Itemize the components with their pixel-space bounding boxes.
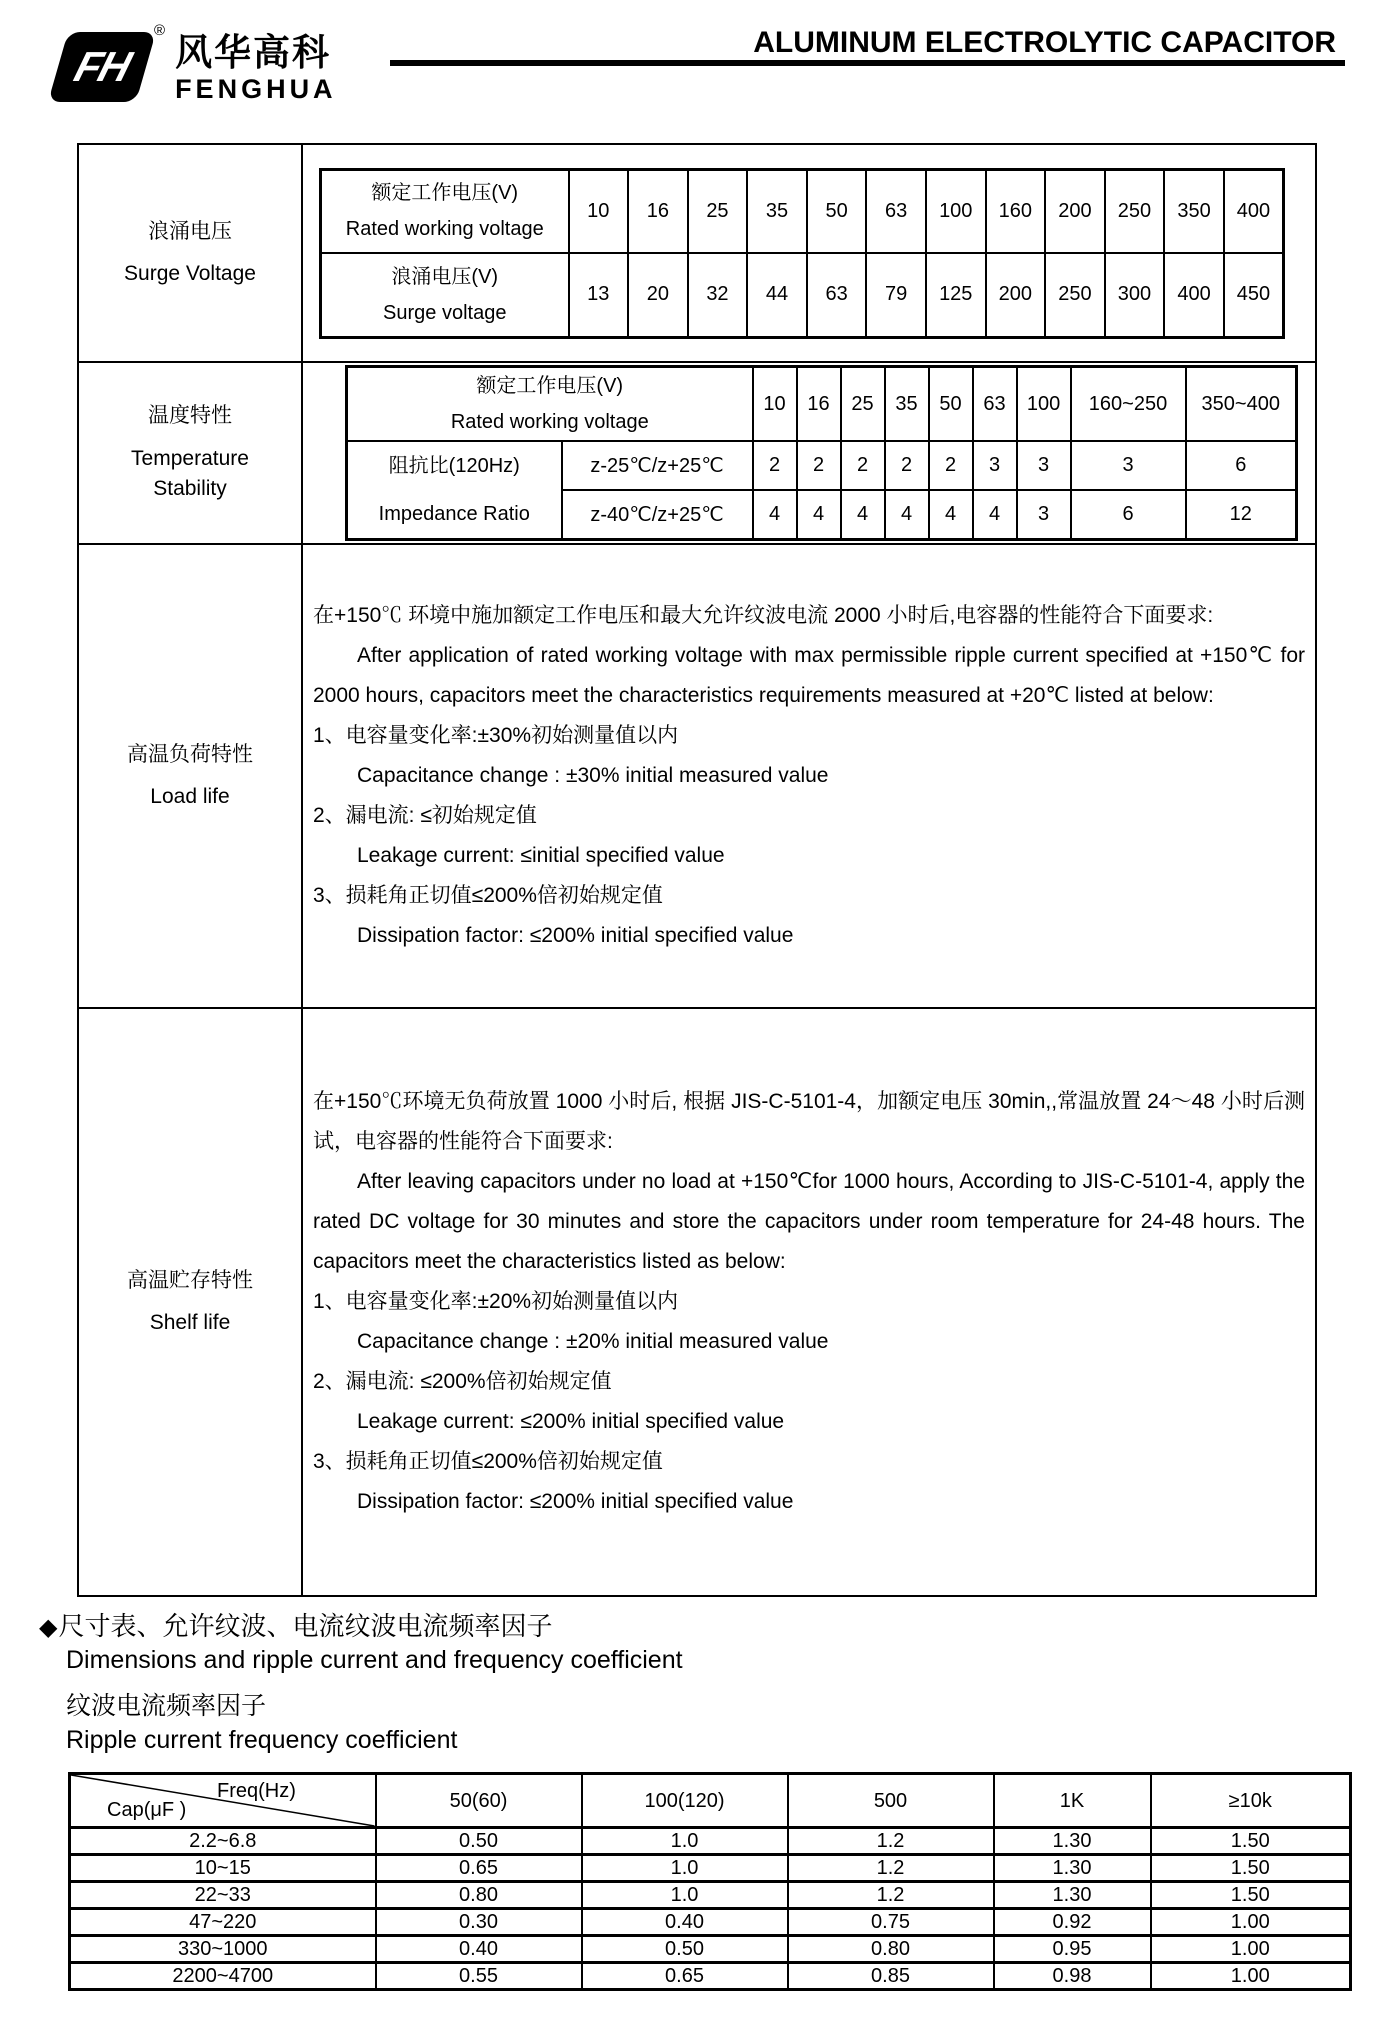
surge-voltage-value: 44 xyxy=(747,253,807,337)
load-life-item-en: Leakage current: ≤initial specified value xyxy=(357,844,725,867)
coefficient-value: 0.80 xyxy=(788,1936,994,1963)
impedance-value: 4 xyxy=(885,490,929,539)
load-life-label-cn: 高温负荷特性 xyxy=(127,742,253,766)
temp-voltage-col: 63 xyxy=(973,367,1017,442)
shelf-life-paragraph-cn: 在+150℃环境无负荷放置 1000 小时后, 根据 JIS-C-5101-4，加额定电压 30min,,常温放置 24～48 小时后测试，电容器的性能符合下面要求: xyxy=(313,1090,1305,1153)
shelf-life-label-cn: 高温贮存特性 xyxy=(127,1268,253,1292)
surge-voltage-label xyxy=(78,144,302,362)
coefficient-value: 1.30 xyxy=(994,1855,1151,1882)
temp-voltage-col: 25 xyxy=(841,367,885,442)
shelf-life-item-cn: 3、损耗角正切值≤200%倍初始规定值 xyxy=(313,1450,663,1473)
surge-voltage-value: 13 xyxy=(569,253,629,337)
rated-voltage-value: 350 xyxy=(1164,169,1224,253)
rated-voltage-value: 100 xyxy=(926,169,986,253)
rated-voltage-value: 63 xyxy=(866,169,926,253)
section-title-cn xyxy=(39,1606,683,1646)
freq-column-header: 500 xyxy=(788,1774,994,1828)
page-title: ALUMINUM ELECTROLYTIC CAPACITOR xyxy=(753,26,1336,59)
load-life-label-en: Load life xyxy=(150,785,230,808)
cap-range: 330~1000 xyxy=(70,1936,376,1963)
load-life-paragraph-cn: 在+150℃ 环境中施加额定工作电压和最大允许纹波电流 2000 小时后,电容器的性能符合下面要求: xyxy=(313,604,1214,627)
ripple-data-row xyxy=(70,1963,1351,1990)
temp-rated-voltage-header-cn: 额定工作电压(V) xyxy=(476,375,624,397)
temperature-stability-row xyxy=(78,362,1316,544)
coefficient-value: 1.2 xyxy=(788,1882,994,1909)
temp-voltage-col: 50 xyxy=(929,367,973,442)
impedance-value: 3 xyxy=(1071,441,1186,490)
coefficient-value: 0.80 xyxy=(376,1882,582,1909)
header-divider xyxy=(390,60,1345,66)
impedance-value: 2 xyxy=(841,441,885,490)
surge-voltage-value: 79 xyxy=(866,253,926,337)
logo-text xyxy=(175,32,337,103)
impedance-value: 4 xyxy=(753,490,797,539)
temp-voltage-col: 160~250 xyxy=(1071,367,1186,442)
freq-column-header: 50(60) xyxy=(376,1774,582,1828)
coefficient-value: 1.2 xyxy=(788,1828,994,1855)
coefficient-value: 1.50 xyxy=(1151,1882,1351,1909)
load-life-item-cn: 2、漏电流: ≤初始规定值 xyxy=(313,804,537,827)
cap-range: 2200~4700 xyxy=(70,1963,376,1990)
section-title-cn-text: 尺寸表、允许纹波、电流纹波电流频率因子 xyxy=(58,1611,553,1641)
surge-voltage-value: 250 xyxy=(1045,253,1105,337)
temperature-stability-label-cn: 温度特性 xyxy=(148,404,232,428)
temp-header-row xyxy=(347,367,1297,442)
load-life-item-en: Capacitance change : ±30% initial measured value xyxy=(357,764,829,787)
registered-trademark-symbol: ® xyxy=(154,22,166,39)
temperature-stability-content xyxy=(302,362,1316,544)
surge-value-header xyxy=(321,253,569,337)
diamond-bullet-icon: ◆ xyxy=(39,1614,58,1641)
temp-voltage-col: 350~400 xyxy=(1186,367,1297,442)
ripple-data-row xyxy=(70,1882,1351,1909)
rated-voltage-value: 25 xyxy=(688,169,748,253)
dimensions-section-heading xyxy=(39,1606,683,1766)
impedance-condition: z-25℃/z+25℃ xyxy=(562,441,753,490)
cap-range: 10~15 xyxy=(70,1855,376,1882)
specification-table xyxy=(77,143,1317,1597)
rated-voltage-value: 400 xyxy=(1224,169,1284,253)
surge-voltage-table xyxy=(319,168,1285,339)
surge-voltage-value: 125 xyxy=(926,253,986,337)
rated-voltage-value: 50 xyxy=(807,169,867,253)
surge-voltage-label-en: Surge Voltage xyxy=(124,262,256,285)
load-life-item-en: Dissipation factor: ≤200% initial specified value xyxy=(357,924,794,947)
shelf-life-content xyxy=(302,1008,1316,1596)
surge-voltage-value: 32 xyxy=(688,253,748,337)
impedance-value: 4 xyxy=(973,490,1017,539)
shelf-life-item-en: Capacitance change : ±20% initial measured value xyxy=(357,1330,829,1353)
impedance-ratio-table xyxy=(345,365,1298,541)
temperature-stability-label-en: Temperature Stability xyxy=(131,446,249,501)
fenghua-logo-mark-icon xyxy=(48,32,156,102)
impedance-value: 4 xyxy=(929,490,973,539)
surge-voltage-content xyxy=(302,144,1316,362)
impedance-value: 3 xyxy=(1017,490,1071,539)
impedance-value: 6 xyxy=(1071,490,1186,539)
rated-voltage-header-cn: 额定工作电压(V) xyxy=(371,182,519,205)
coefficient-value: 1.50 xyxy=(1151,1828,1351,1855)
shelf-life-label-en: Shelf life xyxy=(149,1311,231,1334)
coefficient-value: 1.30 xyxy=(994,1828,1151,1855)
ripple-data-row xyxy=(70,1855,1351,1882)
logo-english-name: FENGHUA xyxy=(175,73,337,104)
coefficient-value: 1.0 xyxy=(582,1828,788,1855)
logo-mark-letters: FH xyxy=(69,43,135,90)
rated-voltage-header xyxy=(321,169,569,253)
impedance-value: 3 xyxy=(973,441,1017,490)
surge-value-row xyxy=(321,253,1284,337)
temp-voltage-col: 100 xyxy=(1017,367,1071,442)
coefficient-value: 1.00 xyxy=(1151,1936,1351,1963)
ripple-data-row xyxy=(70,1909,1351,1936)
cap-range: 2.2~6.8 xyxy=(70,1828,376,1855)
section-title-en: Dimensions and ripple current and frequency coefficient xyxy=(66,1646,683,1674)
ripple-frequency-table xyxy=(68,1772,1352,1991)
shelf-life-item-cn: 1、电容量变化率:±20%初始测量值以内 xyxy=(313,1290,679,1313)
temp-rated-voltage-header xyxy=(347,367,753,442)
rated-voltage-value: 250 xyxy=(1105,169,1165,253)
section-subtitle-cn: 纹波电流频率因子 xyxy=(66,1692,267,1720)
logo-chinese-name: 风华高科 xyxy=(175,32,332,73)
impedance-ratio-label xyxy=(347,441,562,540)
temp-voltage-col: 35 xyxy=(885,367,929,442)
load-life-paragraph-en: After application of rated working voltage with max permissible ripple current specified at +150℃ for 2000 hours, capacitors meet the characteristics requirements measured at +20℃ listed at below: xyxy=(313,644,1305,707)
coefficient-value: 1.2 xyxy=(788,1855,994,1882)
freq-column-header: 100(120) xyxy=(582,1774,788,1828)
coefficient-value: 0.55 xyxy=(376,1963,582,1990)
coefficient-value: 0.50 xyxy=(582,1936,788,1963)
coefficient-value: 1.00 xyxy=(1151,1963,1351,1990)
surge-voltage-value: 300 xyxy=(1105,253,1165,337)
temp-rated-voltage-header-en: Rated working voltage xyxy=(450,411,649,433)
coefficient-value: 0.40 xyxy=(376,1936,582,1963)
rated-voltage-value: 16 xyxy=(628,169,688,253)
freq-cap-corner-cell xyxy=(70,1774,376,1828)
freq-column-header: ≥10k xyxy=(1151,1774,1351,1828)
surge-value-header-cn: 浪涌电压(V) xyxy=(391,265,499,288)
coefficient-value: 0.98 xyxy=(994,1963,1151,1990)
load-life-label xyxy=(78,544,302,1008)
shelf-life-item-cn: 2、漏电流: ≤200%倍初始规定值 xyxy=(313,1370,612,1393)
surge-voltage-value: 450 xyxy=(1224,253,1284,337)
cap-range: 22~33 xyxy=(70,1882,376,1909)
surge-voltage-value: 400 xyxy=(1164,253,1224,337)
load-life-item-cn: 3、损耗角正切值≤200%倍初始规定值 xyxy=(313,884,663,907)
shelf-life-label xyxy=(78,1008,302,1596)
rated-voltage-row xyxy=(321,169,1284,253)
impedance-value: 4 xyxy=(797,490,841,539)
coefficient-value: 0.40 xyxy=(582,1909,788,1936)
freq-column-header: 1K xyxy=(994,1774,1151,1828)
fenghua-logo xyxy=(58,16,337,103)
impedance-value: 12 xyxy=(1186,490,1297,539)
surge-voltage-value: 200 xyxy=(986,253,1046,337)
coefficient-value: 0.30 xyxy=(376,1909,582,1936)
surge-voltage-label-cn: 浪涌电压 xyxy=(148,219,232,243)
coefficient-value: 0.95 xyxy=(994,1936,1151,1963)
ripple-data-row xyxy=(70,1936,1351,1963)
impedance-value: 4 xyxy=(841,490,885,539)
rated-voltage-value: 10 xyxy=(569,169,629,253)
coefficient-value: 0.85 xyxy=(788,1963,994,1990)
rated-voltage-value: 35 xyxy=(747,169,807,253)
surge-voltage-value: 63 xyxy=(807,253,867,337)
cap-axis-label: Cap(μF ) xyxy=(107,1799,187,1821)
ripple-header-row xyxy=(70,1774,1351,1828)
shelf-life-item-en: Dissipation factor: ≤200% initial specified value xyxy=(357,1490,794,1513)
coefficient-value: 0.92 xyxy=(994,1909,1151,1936)
impedance-value: 2 xyxy=(929,441,973,490)
surge-voltage-row xyxy=(78,144,1316,362)
coefficient-value: 1.0 xyxy=(582,1882,788,1909)
load-life-row xyxy=(78,544,1316,1008)
rated-voltage-value: 200 xyxy=(1045,169,1105,253)
impedance-value: 6 xyxy=(1186,441,1297,490)
impedance-value: 2 xyxy=(885,441,929,490)
rated-voltage-value: 160 xyxy=(986,169,1046,253)
load-life-item-cn: 1、电容量变化率:±30%初始测量值以内 xyxy=(313,724,679,747)
impedance-ratio-label-cn: 阻抗比(120Hz) xyxy=(388,455,520,477)
ripple-data-row xyxy=(70,1828,1351,1855)
coefficient-value: 0.75 xyxy=(788,1909,994,1936)
coefficient-value: 0.65 xyxy=(582,1963,788,1990)
shelf-life-row xyxy=(78,1008,1316,1596)
coefficient-value: 1.00 xyxy=(1151,1909,1351,1936)
shelf-life-paragraph-en: After leaving capacitors under no load at +150℃for 1000 hours, According to JIS-C-5101-4, apply the rated DC voltage for 30 minutes and store the capacitors under room temperature for 24-48 hours. The capacitors meet the characteristics listed as below: xyxy=(313,1170,1305,1273)
temp-voltage-col: 10 xyxy=(753,367,797,442)
coefficient-value: 1.0 xyxy=(582,1855,788,1882)
impedance-value: 2 xyxy=(753,441,797,490)
temp-voltage-col: 16 xyxy=(797,367,841,442)
cap-range: 47~220 xyxy=(70,1909,376,1936)
impedance-ratio-label-en: Impedance Ratio xyxy=(378,503,530,525)
coefficient-value: 0.50 xyxy=(376,1828,582,1855)
surge-voltage-value: 20 xyxy=(628,253,688,337)
impedance-minus25-row xyxy=(347,441,1297,490)
surge-value-header-en: Surge voltage xyxy=(383,301,507,324)
coefficient-value: 1.50 xyxy=(1151,1855,1351,1882)
temperature-stability-label xyxy=(78,362,302,544)
impedance-value: 3 xyxy=(1017,441,1071,490)
coefficient-value: 1.30 xyxy=(994,1882,1151,1909)
rated-voltage-header-en: Rated working voltage xyxy=(345,218,544,241)
impedance-value: 2 xyxy=(797,441,841,490)
impedance-condition: z-40℃/z+25℃ xyxy=(562,490,753,539)
shelf-life-item-en: Leakage current: ≤200% initial specified value xyxy=(357,1410,785,1433)
coefficient-value: 0.65 xyxy=(376,1855,582,1882)
section-subtitle-en: Ripple current frequency coefficient xyxy=(66,1726,458,1754)
load-life-content xyxy=(302,544,1316,1008)
freq-axis-label: Freq(Hz) xyxy=(217,1780,296,1802)
